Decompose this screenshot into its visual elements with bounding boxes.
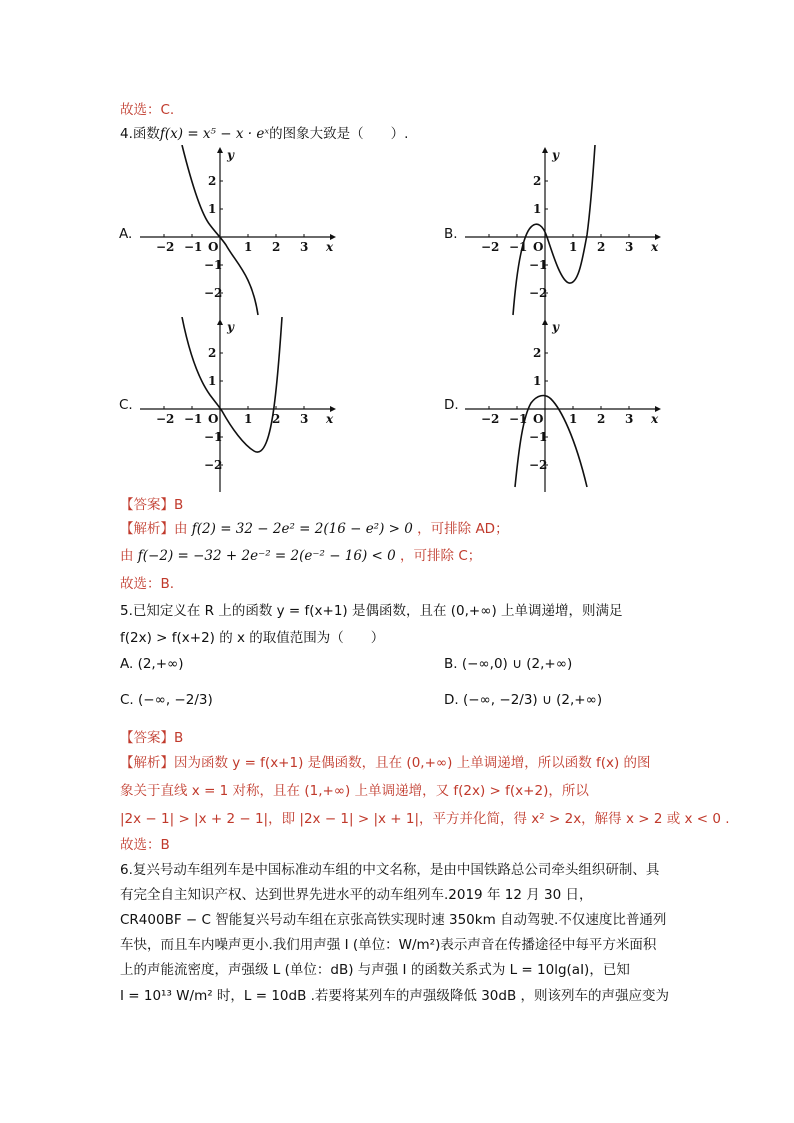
- x-tick-label: 1: [244, 240, 253, 254]
- q4-analysis-1-suffix: ，可排除 AD；: [417, 521, 509, 537]
- x-axis-label: x: [326, 240, 334, 254]
- q6-line-1: 6.复兴号动车组列车是中国标准动车组的中文名称，是由中国铁路总公司牵头组织研制、具: [120, 862, 660, 878]
- y-tick-label: −1: [529, 430, 548, 444]
- q5-option-c: C. (−∞, −2/3): [120, 692, 213, 708]
- q6-line-2: 有完全自主知识产权、达到世界先进水平的动车组列车.2019 年 12 月 30 日，: [120, 887, 593, 903]
- q5-option-b: B. (−∞,0) ∪ (2,+∞): [444, 656, 573, 672]
- q4-stem-suffix: 的图象大致是（ ）.: [269, 126, 409, 142]
- y-tick-label: −1: [204, 258, 223, 272]
- x-tick-label: −2: [481, 240, 500, 254]
- q4-analysis-2-prefix: 由: [120, 548, 134, 564]
- y-tick-label: 2: [208, 346, 217, 360]
- q5-analysis-3: |2x − 1| > |x + 2 − 1|，即 |2x − 1| > |x + 1|，平方并化简，得 x² > 2x，解得 x > 2 或 x < 0 .: [120, 811, 730, 827]
- x-axis-label: x: [326, 412, 334, 426]
- q6-line-3: CR400BF − C 智能复兴号动车组在京张高铁实现时速 350km 自动驾驶.不仅速度比普通列: [120, 912, 667, 928]
- q6-line-5: 上的声能流密度，声强级 L (单位：dB) 与声强 I 的函数关系式为 L = 10lg(aI)，已知: [120, 962, 630, 978]
- x-tick-label: 1: [569, 240, 578, 254]
- q4-analysis-tag: 【解析】: [120, 521, 174, 537]
- y-tick-label: 2: [208, 174, 217, 188]
- y-tick-label: 1: [533, 202, 542, 216]
- q4-conclusion: 故选：B.: [120, 576, 175, 592]
- origin-label: O: [533, 412, 544, 426]
- y-axis-arrow: [217, 147, 223, 153]
- q5-analysis-1: 【解析】因为函数 y = f(x+1) 是偶函数，且在 (0,+∞) 上单调递增，所以函数 f(x) 的图: [120, 755, 651, 771]
- graph-c: [140, 317, 340, 492]
- y-axis-label: y: [227, 148, 234, 162]
- x-tick-label: −1: [509, 412, 528, 426]
- graph-a-axes: [140, 147, 336, 320]
- y-axis-arrow: [217, 319, 223, 325]
- origin-label: O: [533, 240, 544, 254]
- graph-b: [465, 145, 665, 320]
- y-tick-label: 1: [533, 374, 542, 388]
- q6-line-4: 车快，而且车内噪声更小.我们用声强 I (单位：W/m²)表示声音在传播途径中每平方米面积: [120, 937, 657, 953]
- q4-analysis-1-formula: f(2) = 32 − 2e² = 2(16 − e²) > 0: [191, 521, 413, 537]
- y-tick-label: −2: [529, 458, 548, 472]
- origin-label: O: [208, 412, 219, 426]
- q5-option-d: D. (−∞, −2/3) ∪ (2,+∞): [444, 692, 603, 708]
- y-tick-label: −2: [204, 458, 223, 472]
- q6-line-6: I = 10¹³ W/m² 时，L = 10dB .若要将某列车的声强级降低 30dB ，则该列车的声强应变为: [120, 988, 670, 1004]
- q4-option-b-label: B.: [444, 226, 458, 242]
- x-tick-label: 3: [625, 412, 634, 426]
- x-tick-label: 1: [569, 412, 578, 426]
- q5-analysis-2: 象关于直线 x = 1 对称，且在 (1,+∞) 上单调递增，又 f(2x) > f(x+2)，所以: [120, 783, 589, 799]
- y-tick-label: −1: [204, 430, 223, 444]
- y-axis-arrow: [542, 147, 548, 153]
- q5-stem-1: 5.已知定义在 R 上的函数 y = f(x+1) 是偶函数，且在 (0,+∞) 上单调递增，则满足: [120, 603, 623, 619]
- graph-d-axes: [465, 319, 661, 492]
- graph-c-curve: [182, 317, 282, 452]
- q5-option-a: A. (2,+∞): [120, 656, 184, 672]
- x-tick-label: −2: [156, 240, 175, 254]
- y-tick-label: 1: [208, 202, 217, 216]
- q5-answer: 【答案】B: [120, 730, 184, 746]
- x-tick-label: 2: [597, 240, 606, 254]
- q4-stem: [120, 124, 408, 144]
- q4-stem-prefix: 4.函数: [120, 126, 160, 142]
- x-tick-label: −1: [184, 240, 203, 254]
- x-tick-label: 2: [272, 240, 281, 254]
- y-tick-label: 1: [208, 374, 217, 388]
- y-tick-label: 2: [533, 346, 542, 360]
- q4-analysis-2: [120, 546, 481, 566]
- y-tick-label: −2: [204, 286, 223, 300]
- graph-c-axes: [140, 319, 336, 492]
- y-tick-label: −2: [529, 286, 548, 300]
- graph-b-axes: [465, 147, 661, 320]
- x-tick-label: 2: [597, 412, 606, 426]
- q4-analysis-1-prefix: 由: [174, 521, 188, 537]
- q4-option-d-label: D.: [444, 397, 459, 413]
- y-axis-label: y: [552, 320, 559, 334]
- x-tick-label: −1: [184, 412, 203, 426]
- q4-stem-formula: f(x) = x⁵ − x · eˣ: [159, 126, 270, 142]
- x-tick-label: 3: [300, 240, 309, 254]
- q4-analysis-1: [120, 519, 509, 539]
- graph-b-curve: [513, 145, 595, 315]
- x-tick-label: −2: [481, 412, 500, 426]
- q5-stem-2: f(2x) > f(x+2) 的 x 的取值范围为（ ）: [120, 630, 385, 646]
- q3-answer-line: 故选：C.: [120, 102, 175, 118]
- q4-answer: 【答案】B: [120, 497, 184, 513]
- graph-a: [140, 145, 340, 320]
- y-axis-label: y: [227, 320, 234, 334]
- y-axis-arrow: [542, 319, 548, 325]
- q4-option-c-label: C.: [119, 397, 133, 413]
- y-tick-label: 2: [533, 174, 542, 188]
- x-tick-label: −1: [509, 240, 528, 254]
- x-tick-label: −2: [156, 412, 175, 426]
- x-axis-label: x: [651, 412, 659, 426]
- x-tick-label: 3: [625, 240, 634, 254]
- x-tick-label: 2: [272, 412, 281, 426]
- x-axis-label: x: [651, 240, 659, 254]
- y-tick-label: −1: [529, 258, 548, 272]
- y-axis-label: y: [552, 148, 559, 162]
- q4-analysis-2-formula: f(−2) = −32 + 2e⁻² = 2(e⁻² − 16) < 0: [137, 548, 396, 564]
- origin-label: O: [208, 240, 219, 254]
- q4-analysis-2-suffix: ，可排除 C；: [400, 548, 482, 564]
- q4-option-a-label: A.: [119, 226, 133, 242]
- x-tick-label: 1: [244, 412, 253, 426]
- x-tick-label: 3: [300, 412, 309, 426]
- graph-d: [465, 317, 665, 492]
- q5-conclusion: 故选：B: [120, 837, 170, 853]
